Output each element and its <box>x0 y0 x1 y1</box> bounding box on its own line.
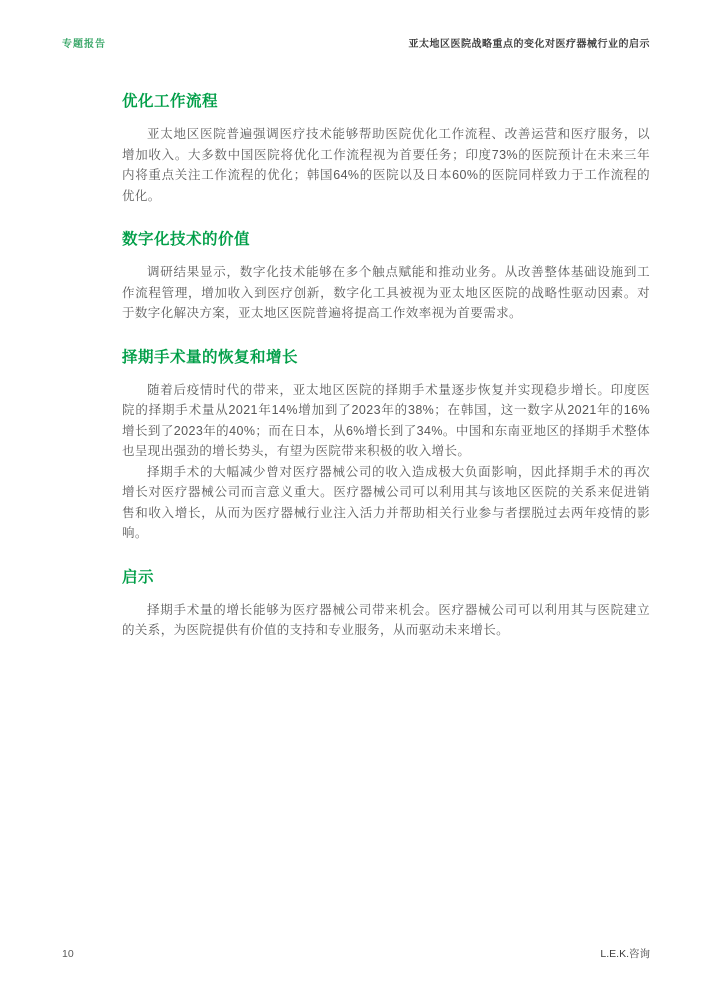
running-head-title: 亚太地区医院战略重点的变化对医疗器械行业的启示 <box>408 39 650 50</box>
report-type-label: 专题报告 <box>62 39 106 50</box>
section-implications <box>122 568 650 641</box>
body-paragraph: 择期手术的大幅减少曾对医疗器械公司的收入造成极大负面影响，因此择期手术的再次增长对医疗器械公司而言意义重大。医疗器械公司可以利用其与该地区医院的关系来促进销售和收入增长，从而为医疗器械行业注入活力并帮助相关行业参与者摆脱过去两年疫情的影响。 <box>122 464 650 540</box>
body-paragraph: 调研结果显示，数字化技术能够在多个触点赋能和推动业务。从改善整体基础设施到工作流程管理，增加收入到医疗创新，数字化工具被视为亚太地区医院的战略性驱动因素。对于数字化解决方案，亚太地区医院普遍将提高工作效率视为首要需求。 <box>122 265 650 320</box>
page-header <box>62 39 650 51</box>
page-number: 10 <box>62 948 74 960</box>
body-paragraph: 择期手术量的增长能够为医疗器械公司带来机会。医疗器械公司可以利用其与医院建立的关系，为医院提供有价值的支持和专业服务，从而驱动未来增长。 <box>122 602 650 637</box>
brand-name: L.E.K.咨询 <box>600 948 650 960</box>
body-paragraph: 随着后疫情时代的带来，亚太地区医院的择期手术量逐步恢复并实现稳步增长。印度医院的择期手术量从2021年14%增加到了2023年的38%；在韩国，这一数字从2021年的16%增长到了2023年的40%；而在日本，从6%增长到了34%。中国和东南亚地区的择期手术整体也呈现出强劲的增长势头，有望为医院带来积极的收入增长。 <box>122 382 650 458</box>
section-heading: 择期手术量的恢复和增长 <box>122 348 299 366</box>
section-heading: 数字化技术的价值 <box>122 231 251 248</box>
section-heading: 启示 <box>122 568 155 586</box>
page-content <box>122 92 650 641</box>
section-heading: 优化工作流程 <box>122 93 219 110</box>
section-optimize-workflow <box>122 92 650 206</box>
section-digital-value <box>122 230 650 324</box>
page-footer <box>62 948 650 960</box>
section-elective-surgery <box>122 348 650 544</box>
body-paragraph: 亚太地区医院普遍强调医疗技术能够帮助医院优化工作流程、改善运营和医疗服务，以增加收入。大多数中国医院将优化工作流程视为首要任务；印度73%的医院预计在未来三年内将重点关注工作流程的优化；韩国64%的医院以及日本60%的医院同样致力于工作流程的优化。 <box>122 127 650 203</box>
